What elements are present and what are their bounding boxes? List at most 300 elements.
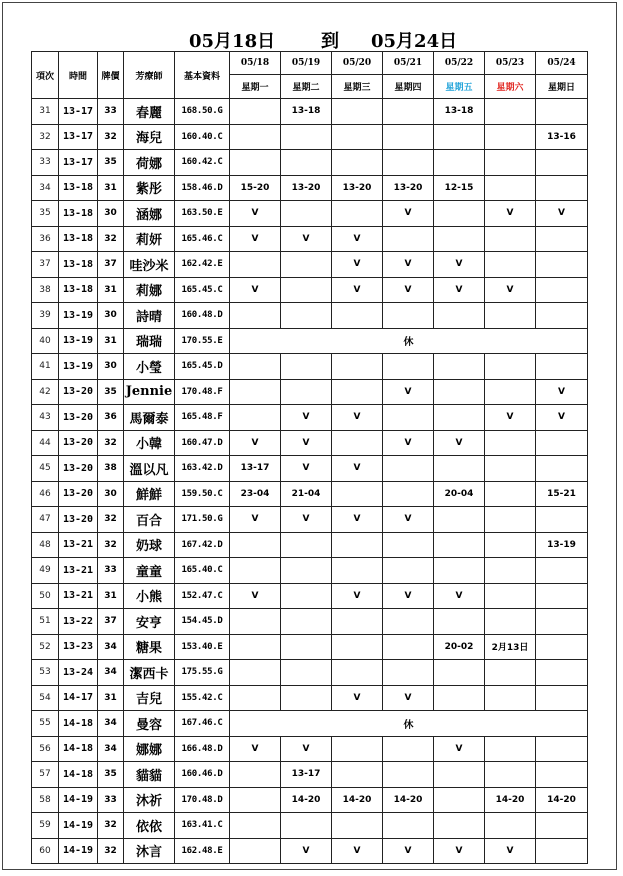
day-cell — [383, 558, 434, 584]
day-cell — [434, 507, 485, 533]
row-name: 潔西卡 — [124, 660, 175, 686]
day-cell — [332, 124, 383, 150]
row-index: 39 — [32, 303, 59, 329]
day-cell — [230, 609, 281, 635]
row-index: 35 — [32, 201, 59, 227]
row-time: 13-22 — [59, 609, 98, 635]
day-cell: V — [230, 201, 281, 227]
day-cell — [230, 252, 281, 278]
row-name: 奶球 — [124, 532, 175, 558]
header-date: 05/22 — [434, 52, 485, 75]
day-cell — [536, 354, 588, 380]
day-cell — [434, 303, 485, 329]
row-index: 31 — [32, 99, 59, 125]
header-date: 05/19 — [281, 52, 332, 75]
day-cell — [485, 226, 536, 252]
header-weekday: 星期二 — [281, 75, 332, 99]
row-name: 瑞瑞 — [124, 328, 175, 354]
header-date: 05/21 — [383, 52, 434, 75]
row-score: 30 — [98, 481, 124, 507]
header-info: 基本資料 — [175, 52, 230, 99]
day-cell — [281, 532, 332, 558]
day-cell — [485, 379, 536, 405]
row-info: 158.46.D — [175, 175, 230, 201]
day-cell: 15-20 — [230, 175, 281, 201]
row-time: 13-21 — [59, 532, 98, 558]
day-cell — [434, 405, 485, 431]
day-cell — [485, 430, 536, 456]
row-index: 45 — [32, 456, 59, 482]
table-row — [32, 379, 588, 405]
day-cell: V — [383, 685, 434, 711]
day-cell: 13-20 — [332, 175, 383, 201]
row-info: 171.50.G — [175, 507, 230, 533]
row-info: 165.45.D — [175, 354, 230, 380]
schedule-rows — [32, 99, 588, 864]
day-cell — [536, 558, 588, 584]
day-cell — [332, 201, 383, 227]
day-cell: V — [383, 201, 434, 227]
day-cell: V — [434, 430, 485, 456]
row-info: 160.42.C — [175, 150, 230, 176]
row-score: 33 — [98, 558, 124, 584]
row-name: 沐祈 — [124, 787, 175, 813]
day-cell: V — [281, 430, 332, 456]
table-row — [32, 762, 588, 788]
row-info: 170.48.D — [175, 787, 230, 813]
row-name: 小熊 — [124, 583, 175, 609]
day-cell — [536, 507, 588, 533]
row-name: 溫以凡 — [124, 456, 175, 482]
row-info: 167.46.C — [175, 711, 230, 737]
day-cell — [536, 736, 588, 762]
day-cell — [485, 685, 536, 711]
table-row — [32, 507, 588, 533]
row-name: 涵娜 — [124, 201, 175, 227]
row-time: 13-20 — [59, 430, 98, 456]
row-info: 160.48.D — [175, 303, 230, 329]
day-cell — [383, 736, 434, 762]
day-cell — [536, 609, 588, 635]
row-score: 32 — [98, 124, 124, 150]
day-cell — [332, 634, 383, 660]
row-index: 34 — [32, 175, 59, 201]
row-time: 13-19 — [59, 328, 98, 354]
row-time: 13-18 — [59, 226, 98, 252]
row-name: 百合 — [124, 507, 175, 533]
table-row — [32, 175, 588, 201]
day-cell: V — [230, 226, 281, 252]
day-cell — [434, 354, 485, 380]
day-cell — [332, 430, 383, 456]
day-cell: V — [332, 252, 383, 278]
table-row — [32, 405, 588, 431]
row-score: 34 — [98, 660, 124, 686]
row-index: 43 — [32, 405, 59, 431]
day-cell — [434, 609, 485, 635]
day-cell — [434, 660, 485, 686]
day-cell — [485, 99, 536, 125]
day-cell: 14-20 — [485, 787, 536, 813]
day-cell: V — [332, 507, 383, 533]
table-row — [32, 787, 588, 813]
row-name: 鮮鮮 — [124, 481, 175, 507]
day-cell — [485, 736, 536, 762]
table-row — [32, 277, 588, 303]
row-score: 38 — [98, 456, 124, 482]
day-cell: 2月13日 — [485, 634, 536, 660]
day-cell — [230, 99, 281, 125]
day-cell — [536, 762, 588, 788]
day-cell: V — [230, 277, 281, 303]
day-cell — [332, 558, 383, 584]
header-name: 芳療師 — [124, 52, 175, 99]
day-cell — [485, 252, 536, 278]
row-name: 荷娜 — [124, 150, 175, 176]
day-cell — [434, 762, 485, 788]
row-score: 37 — [98, 252, 124, 278]
row-info: 162.48.E — [175, 838, 230, 864]
row-time: 13-18 — [59, 175, 98, 201]
day-cell — [281, 583, 332, 609]
row-name: 娜娜 — [124, 736, 175, 762]
row-name: 莉妍 — [124, 226, 175, 252]
table-row — [32, 303, 588, 329]
schedule-table — [31, 51, 588, 864]
table-row — [32, 328, 588, 354]
day-cell — [230, 354, 281, 380]
row-info: 163.42.D — [175, 456, 230, 482]
day-cell: 21-04 — [281, 481, 332, 507]
day-cell — [536, 813, 588, 839]
day-cell — [536, 252, 588, 278]
row-name: 糖果 — [124, 634, 175, 660]
day-cell: V — [332, 685, 383, 711]
day-cell — [383, 813, 434, 839]
table-row — [32, 685, 588, 711]
day-cell: 14-20 — [281, 787, 332, 813]
day-cell: 13-18 — [434, 99, 485, 125]
row-info: 160.46.D — [175, 762, 230, 788]
row-name: 小瑩 — [124, 354, 175, 380]
row-time: 13-21 — [59, 583, 98, 609]
row-score: 32 — [98, 532, 124, 558]
day-cell — [230, 813, 281, 839]
day-cell — [485, 124, 536, 150]
day-cell — [230, 303, 281, 329]
row-index: 48 — [32, 532, 59, 558]
row-name: 紫彤 — [124, 175, 175, 201]
day-cell — [536, 660, 588, 686]
table-row — [32, 838, 588, 864]
day-cell — [536, 226, 588, 252]
day-cell: 23-04 — [230, 481, 281, 507]
day-cell — [383, 456, 434, 482]
day-cell — [332, 379, 383, 405]
day-cell — [485, 481, 536, 507]
day-cell: 20-04 — [434, 481, 485, 507]
row-info: 168.50.G — [175, 99, 230, 125]
day-cell: V — [332, 456, 383, 482]
day-cell — [536, 456, 588, 482]
table-row — [32, 456, 588, 482]
day-cell: V — [332, 838, 383, 864]
day-cell: V — [434, 252, 485, 278]
day-cell: V — [281, 507, 332, 533]
day-off-cell: 休 — [230, 328, 588, 354]
row-score: 31 — [98, 175, 124, 201]
day-cell: V — [383, 838, 434, 864]
header-date: 05/24 — [536, 52, 588, 75]
day-cell: V — [230, 507, 281, 533]
row-info: 155.42.C — [175, 685, 230, 711]
day-cell: V — [383, 379, 434, 405]
day-cell: V — [485, 277, 536, 303]
day-cell — [485, 354, 536, 380]
row-time: 13-20 — [59, 405, 98, 431]
day-cell: V — [332, 277, 383, 303]
day-cell — [281, 150, 332, 176]
row-info: 165.48.F — [175, 405, 230, 431]
day-cell — [332, 99, 383, 125]
header-weekday-saturday: 星期六 — [485, 75, 536, 99]
row-time: 13-17 — [59, 124, 98, 150]
row-time: 13-19 — [59, 354, 98, 380]
day-cell — [230, 685, 281, 711]
row-info: 175.55.G — [175, 660, 230, 686]
day-cell — [383, 226, 434, 252]
day-cell — [536, 634, 588, 660]
row-index: 38 — [32, 277, 59, 303]
row-time: 13-20 — [59, 456, 98, 482]
day-cell — [536, 303, 588, 329]
day-cell — [434, 813, 485, 839]
day-cell: V — [332, 226, 383, 252]
table-row — [32, 558, 588, 584]
row-index: 44 — [32, 430, 59, 456]
day-cell — [536, 175, 588, 201]
row-name: 莉娜 — [124, 277, 175, 303]
row-info: 153.40.E — [175, 634, 230, 660]
day-cell: 14-20 — [383, 787, 434, 813]
table-row — [32, 813, 588, 839]
day-cell — [281, 685, 332, 711]
day-cell — [332, 532, 383, 558]
row-time: 14-19 — [59, 787, 98, 813]
day-cell: V — [434, 277, 485, 303]
row-name: Jennie — [124, 379, 175, 405]
day-cell — [383, 532, 434, 558]
table-row — [32, 226, 588, 252]
day-cell — [434, 201, 485, 227]
row-index: 47 — [32, 507, 59, 533]
row-index: 37 — [32, 252, 59, 278]
table-row — [32, 430, 588, 456]
day-cell: 13-19 — [536, 532, 588, 558]
row-time: 14-18 — [59, 711, 98, 737]
row-info: 163.50.E — [175, 201, 230, 227]
day-cell — [434, 456, 485, 482]
day-cell — [536, 150, 588, 176]
row-time: 13-24 — [59, 660, 98, 686]
row-name: 詩晴 — [124, 303, 175, 329]
day-cell: V — [434, 838, 485, 864]
row-score: 32 — [98, 507, 124, 533]
day-cell — [230, 532, 281, 558]
day-cell — [230, 124, 281, 150]
table-row — [32, 150, 588, 176]
row-name: 貓貓 — [124, 762, 175, 788]
day-cell: V — [332, 583, 383, 609]
day-cell — [536, 838, 588, 864]
day-cell — [536, 277, 588, 303]
day-cell: 14-20 — [536, 787, 588, 813]
day-cell — [332, 481, 383, 507]
row-time: 13-21 — [59, 558, 98, 584]
day-cell — [434, 787, 485, 813]
day-cell — [281, 609, 332, 635]
day-cell — [434, 558, 485, 584]
day-cell — [281, 634, 332, 660]
day-cell — [281, 303, 332, 329]
day-cell — [332, 609, 383, 635]
row-index: 46 — [32, 481, 59, 507]
row-info: 152.47.C — [175, 583, 230, 609]
day-cell — [230, 558, 281, 584]
row-index: 41 — [32, 354, 59, 380]
day-cell: V — [332, 405, 383, 431]
row-time: 13-20 — [59, 379, 98, 405]
row-info: 160.47.D — [175, 430, 230, 456]
table-row — [32, 252, 588, 278]
row-index: 51 — [32, 609, 59, 635]
row-index: 50 — [32, 583, 59, 609]
day-cell: V — [230, 736, 281, 762]
row-score: 31 — [98, 685, 124, 711]
day-cell — [485, 532, 536, 558]
day-cell: 12-15 — [434, 175, 485, 201]
day-cell: 13-20 — [281, 175, 332, 201]
day-cell: V — [536, 201, 588, 227]
header-score: 牌價 — [98, 52, 124, 99]
day-cell: 15-21 — [536, 481, 588, 507]
header-date: 05/23 — [485, 52, 536, 75]
row-time: 13-20 — [59, 481, 98, 507]
day-cell — [485, 660, 536, 686]
row-name: 童童 — [124, 558, 175, 584]
day-cell — [536, 99, 588, 125]
row-index: 33 — [32, 150, 59, 176]
day-cell — [485, 558, 536, 584]
day-cell — [485, 507, 536, 533]
row-time: 14-18 — [59, 762, 98, 788]
row-time: 13-17 — [59, 150, 98, 176]
row-info: 159.50.C — [175, 481, 230, 507]
day-cell: V — [383, 430, 434, 456]
day-cell — [383, 124, 434, 150]
day-cell: 13-16 — [536, 124, 588, 150]
day-cell: 13-18 — [281, 99, 332, 125]
row-index: 36 — [32, 226, 59, 252]
day-cell — [332, 150, 383, 176]
day-cell — [383, 303, 434, 329]
day-cell: V — [281, 736, 332, 762]
row-score: 34 — [98, 634, 124, 660]
day-cell — [485, 150, 536, 176]
day-cell — [383, 634, 434, 660]
header-time: 時間 — [59, 52, 98, 99]
row-time: 14-19 — [59, 813, 98, 839]
row-score: 31 — [98, 583, 124, 609]
row-score: 30 — [98, 201, 124, 227]
day-cell: 13-17 — [230, 456, 281, 482]
header-date: 05/18 — [230, 52, 281, 75]
row-time: 14-19 — [59, 838, 98, 864]
row-time: 13-20 — [59, 507, 98, 533]
day-cell: V — [485, 838, 536, 864]
row-name: 沐言 — [124, 838, 175, 864]
day-cell — [485, 583, 536, 609]
row-index: 57 — [32, 762, 59, 788]
table-row — [32, 711, 588, 737]
table-row — [32, 354, 588, 380]
schedule-page — [2, 2, 617, 870]
row-score: 36 — [98, 405, 124, 431]
row-time: 13-23 — [59, 634, 98, 660]
row-name: 小韓 — [124, 430, 175, 456]
row-index: 60 — [32, 838, 59, 864]
row-name: 安亨 — [124, 609, 175, 635]
day-cell: 13-20 — [383, 175, 434, 201]
day-cell — [434, 226, 485, 252]
header-weekday: 星期四 — [383, 75, 434, 99]
day-cell — [281, 124, 332, 150]
row-index: 59 — [32, 813, 59, 839]
row-info: 167.42.D — [175, 532, 230, 558]
row-name: 馬爾泰 — [124, 405, 175, 431]
row-time: 13-17 — [59, 99, 98, 125]
row-info: 170.48.F — [175, 379, 230, 405]
row-time: 14-17 — [59, 685, 98, 711]
day-cell: V — [536, 405, 588, 431]
row-time: 13-18 — [59, 252, 98, 278]
row-index: 42 — [32, 379, 59, 405]
row-index: 40 — [32, 328, 59, 354]
row-name: 依依 — [124, 813, 175, 839]
day-cell: 14-20 — [332, 787, 383, 813]
header-weekday: 星期一 — [230, 75, 281, 99]
row-index: 52 — [32, 634, 59, 660]
table-row — [32, 481, 588, 507]
day-cell: V — [281, 456, 332, 482]
day-cell — [434, 124, 485, 150]
row-score: 37 — [98, 609, 124, 635]
row-index: 54 — [32, 685, 59, 711]
day-cell — [230, 634, 281, 660]
page-title — [3, 27, 618, 51]
row-info: 165.46.C — [175, 226, 230, 252]
day-cell — [332, 660, 383, 686]
row-index: 49 — [32, 558, 59, 584]
day-cell — [434, 150, 485, 176]
row-score: 32 — [98, 430, 124, 456]
table-row — [32, 609, 588, 635]
table-row — [32, 124, 588, 150]
day-cell — [485, 762, 536, 788]
row-score: 31 — [98, 277, 124, 303]
day-cell — [536, 583, 588, 609]
day-cell — [383, 660, 434, 686]
